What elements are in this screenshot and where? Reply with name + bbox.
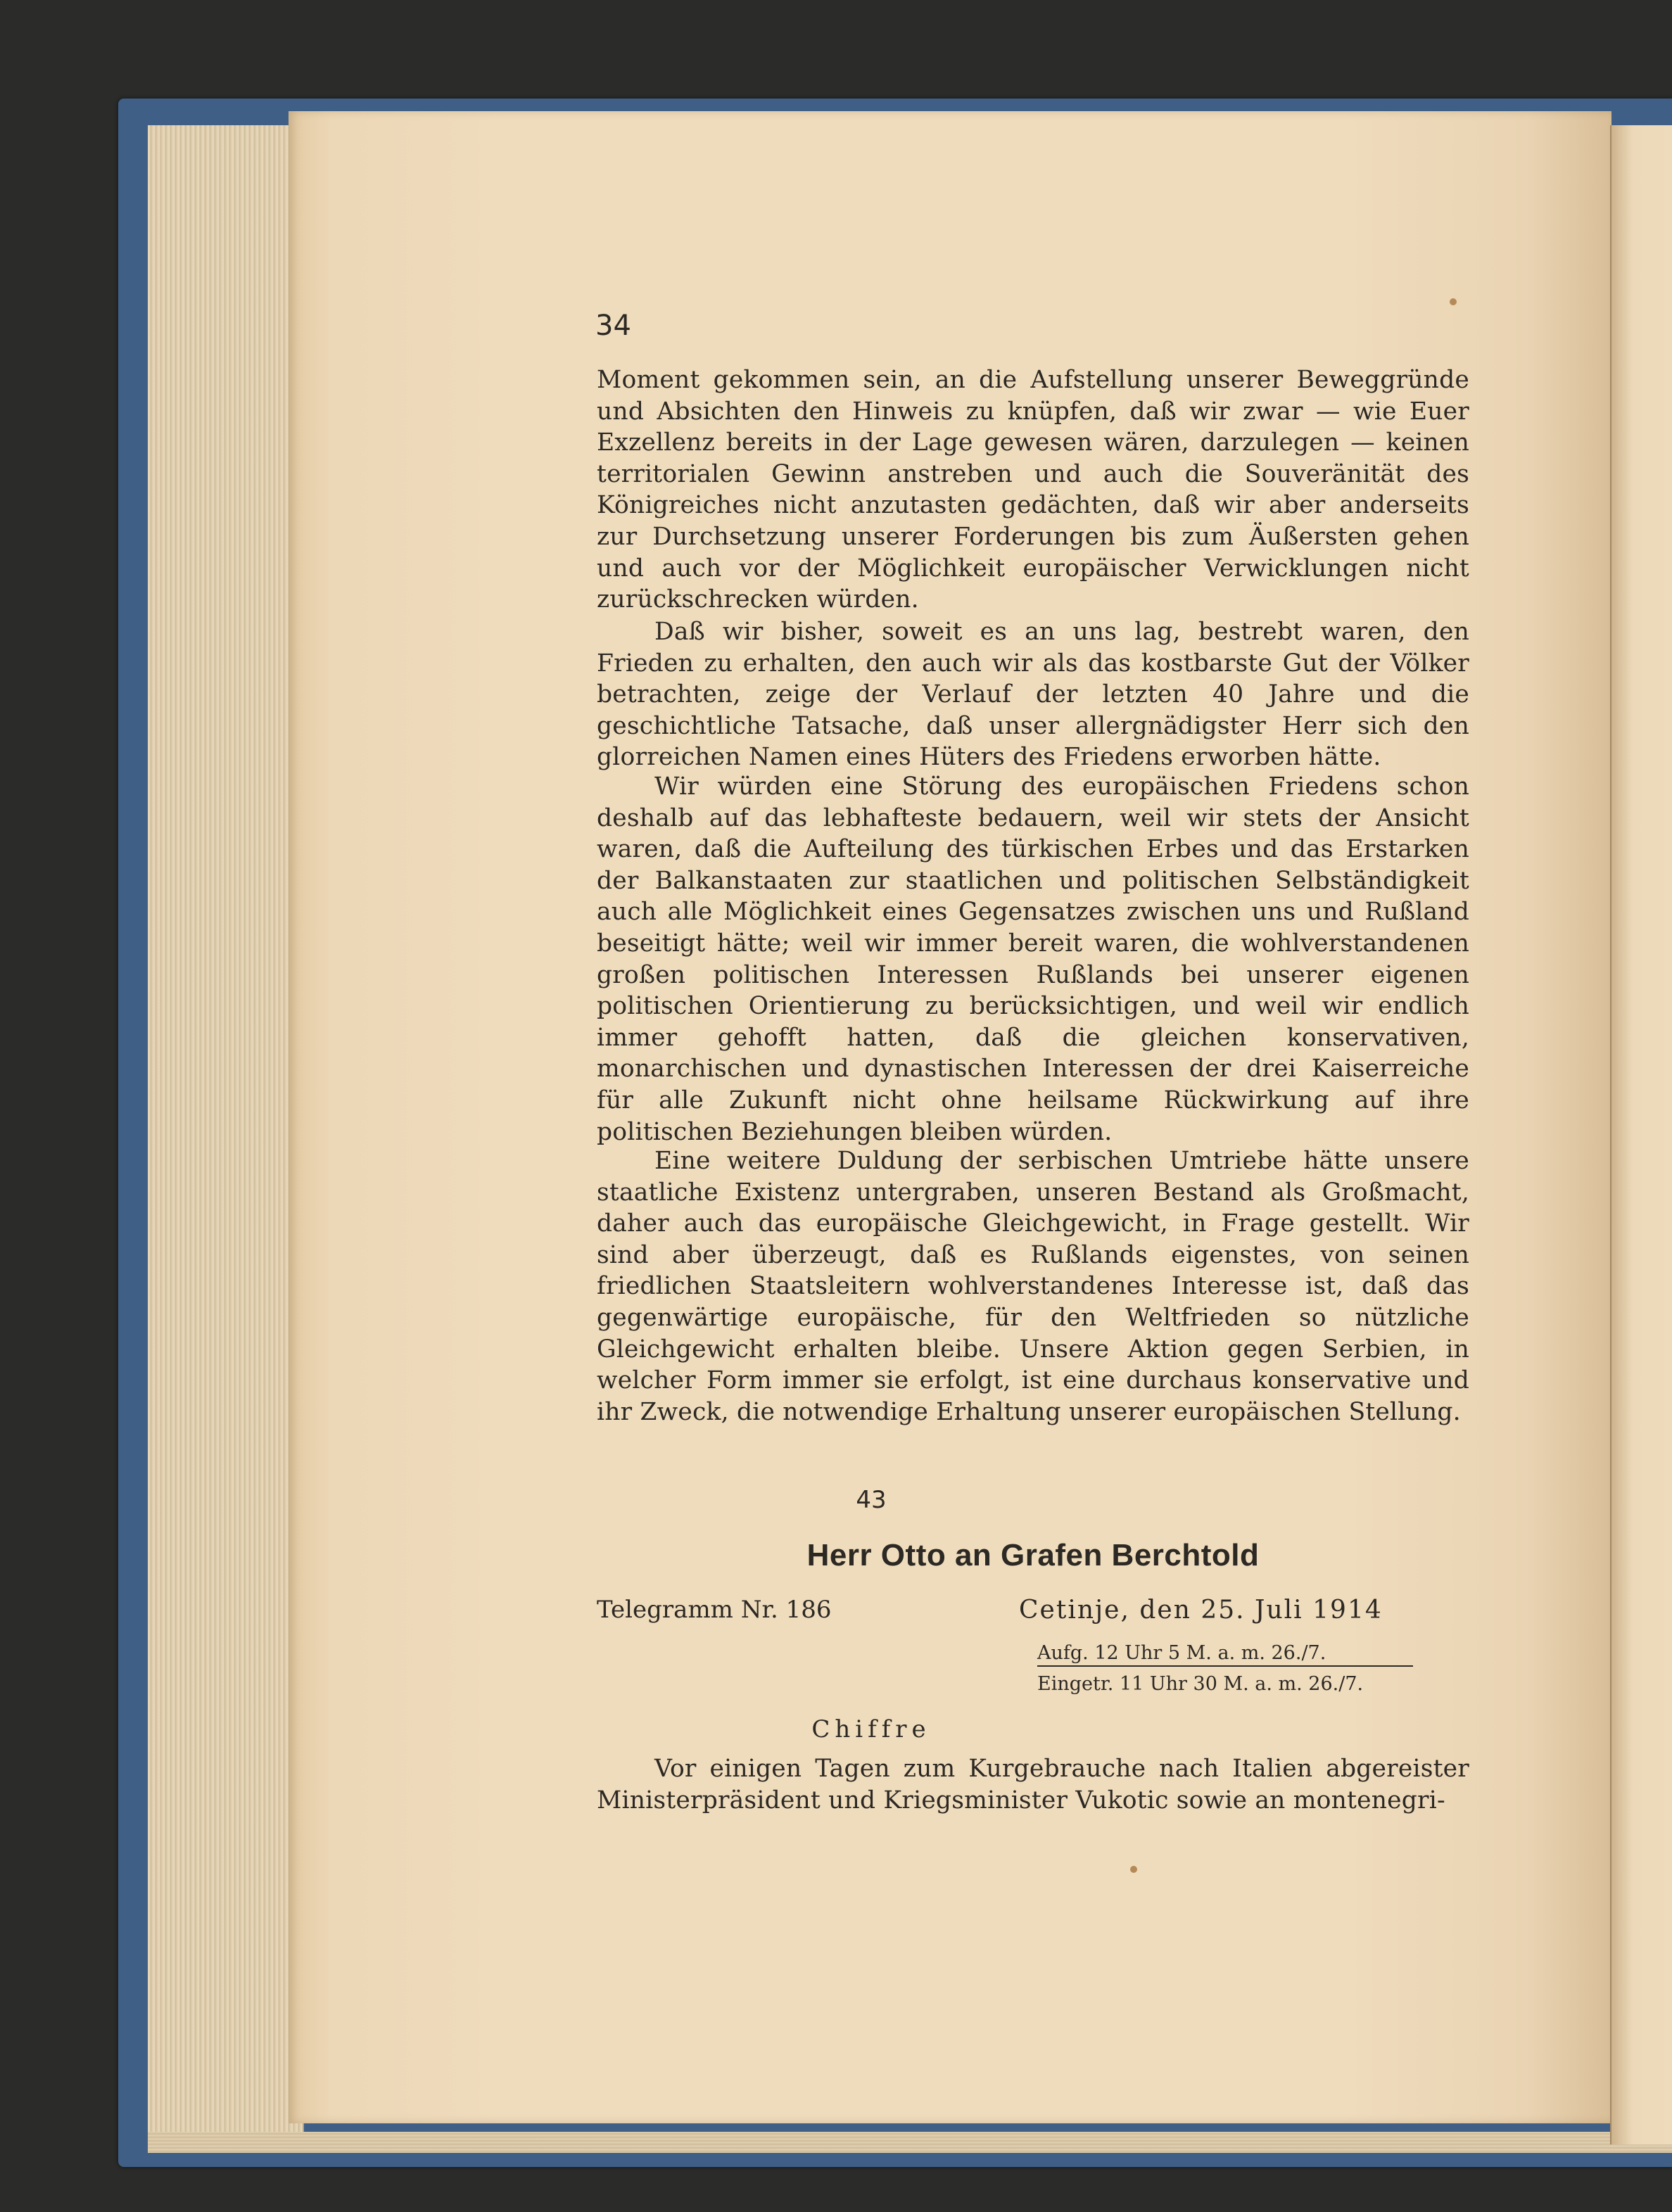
paragraph: Wir würden eine Störung des europäischen Friedens schon deshalb auf das lebhafteste bedauern, weil wir stets der Ansicht waren, daß die Aufteilung des türkischen Erbes und das Erstarken der Balkanstaaten zur staatlichen und politischen Selbständigkeit auch alle Möglichkeit eines Gegensatzes zwischen uns und Rußland beseitigt hätte; weil wir immer bereit waren, die wohlverstandenen großen politischen Interessen Rußlands bei unserer eigenen politischen Orientierung zu berücksichtigen, und weil wir endlich immer gehofft hatten, daß die gleichen konservativen, monarchischen und dynastischen Interessen der drei Kaiserreiche für alle Zukunft nicht ohne heilsame Rückwirkung auf ihre politischen Beziehungen bleiben würden. [597, 773, 1469, 1146]
document-number: 43 [856, 1486, 887, 1514]
paragraph: Vor einigen Tagen zum Kurgebrauche nach Italien abgereister Ministerpräsident und Kriegsminister Vukotic sowie an montenegri- [597, 1755, 1469, 1814]
page-edges [148, 125, 304, 2144]
paragraph: Moment gekommen sein, an die Aufstellung unserer Beweggründe und Absichten den Hinweis zu knüpfen, daß wir zwar — wie Euer Exzellenz bereits in der Lage gewesen wären, darzulegen — keinen territorialen Gewinn anstreben und auch die Souveränität des Königreiches nicht anzutasten gedächten, daß wir aber anderseits zur Durchsetzung unserer Forderungen bis zum Äußersten gehen und auch vor der Möglichkeit europäischer Verwicklungen nicht zurückschrecken würden. [597, 366, 1469, 614]
paragraph: Eine weitere Duldung der serbischen Umtriebe hätte unsere staatliche Existenz untergraben, unseren Bestand als Großmacht, daher auch das europäische Gleichgewicht, in Frage gestellt. Wir sind aber überzeugt, daß es Rußlands eigenstes, von seinen friedlichen Staatsleitern wohlverstandenes Interesse ist, daß das gegenwärtige europäische, für den Weltfrieden so nützliche Gleichgewicht erhalten bleibe. Unsere Aktion gegen Serbien, in welcher Form immer sie erfolgt, ist eine durchaus konservative und ihr Zweck, die notwendige Erhaltung unserer europäischen Stellung. [597, 1147, 1469, 1426]
page-edges-bottom [148, 2132, 1672, 2153]
cipher-label: Chiffre [811, 1715, 931, 1743]
place-date: Cetinje, den 25. Juli 1914 [1019, 1596, 1383, 1625]
right-page-edge [1610, 125, 1672, 2144]
paper-spot [1130, 1866, 1137, 1873]
document-heading: Herr Otto an Grafen Berchtold [806, 1538, 1260, 1572]
page-number: 34 [595, 310, 631, 342]
paper-spot [1450, 298, 1457, 305]
paragraph: Daß wir bisher, soweit es an uns lag, bestrebt waren, den Frieden zu erhalten, den auch wir als das kostbarste Gut der Völker betrachten, zeige der Verlauf der letzten 40 Jahre und die geschichtliche Tatsache, daß unser allergnädigster Herr sich den glorreichen Namen eines Hüters des Friedens erworben hätte. [597, 618, 1469, 772]
receipt-time: Eingetr. 11 Uhr 30 M. a. m. 26./7. [1037, 1673, 1364, 1695]
telegram-number: Telegramm Nr. 186 [597, 1596, 832, 1624]
dispatch-time: Aufg. 12 Uhr 5 M. a. m. 26./7. [1037, 1642, 1413, 1667]
